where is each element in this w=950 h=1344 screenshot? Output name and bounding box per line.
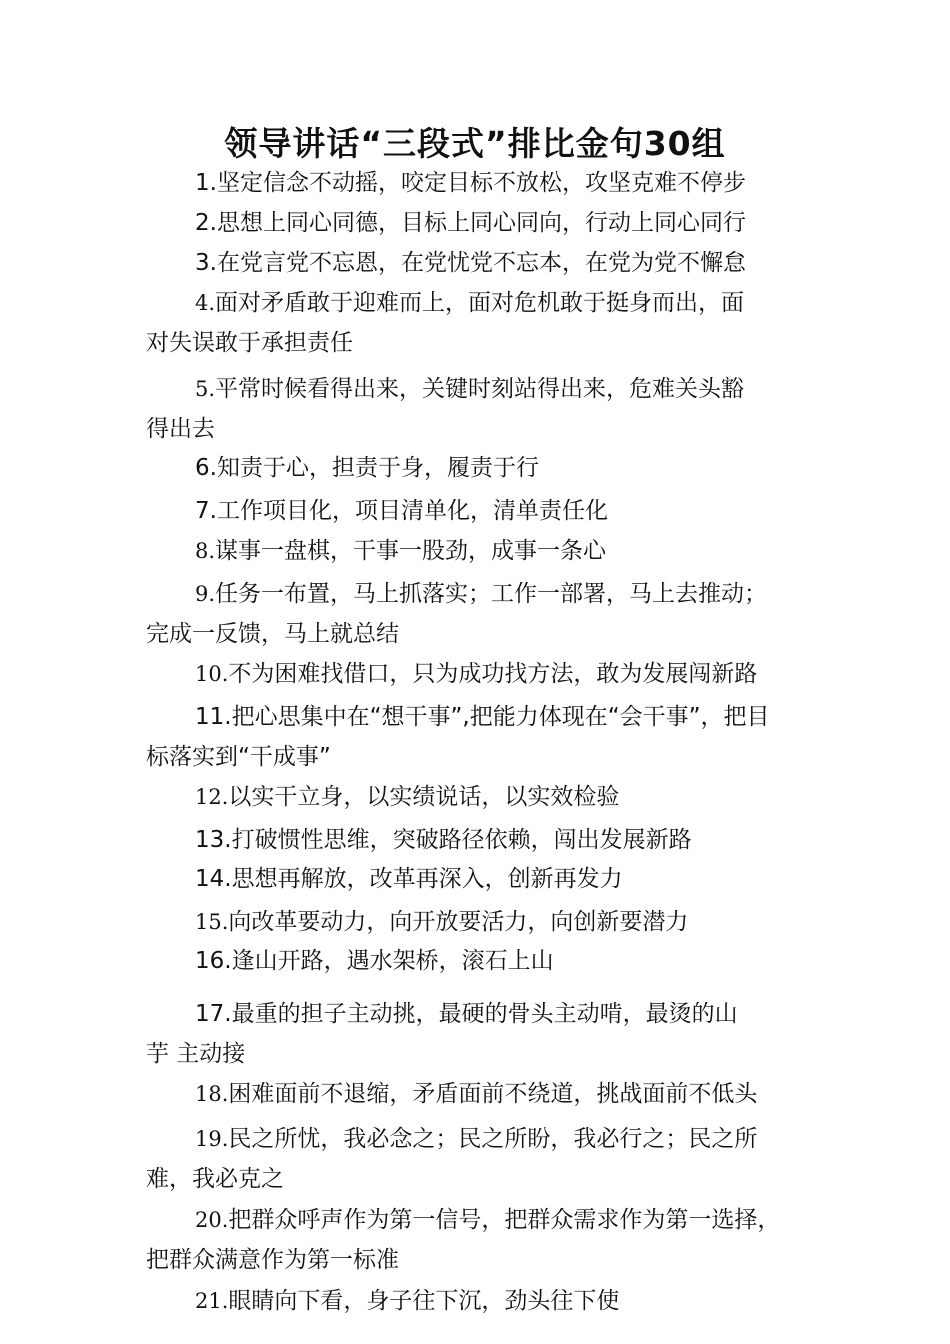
item-text-continued: 把群众满意作为第一标准 <box>146 1247 399 1273</box>
item-text: 1.坚定信念不动摇，咬定目标不放松，攻坚克难不停步 <box>195 170 746 196</box>
list-item <box>146 697 836 777</box>
list-item <box>146 777 836 817</box>
item-text: 11.把心思集中在“想干事”,把能力体现在“会干事”，把目 <box>195 704 770 730</box>
list-item <box>146 574 836 654</box>
item-text: 面对矛盾敢于迎难而上，面对危机敢于挺身而出，面 <box>215 290 745 316</box>
list-item <box>146 1119 836 1199</box>
list-item <box>146 1074 836 1114</box>
item-number: 10. <box>195 662 229 686</box>
list-item <box>146 1281 836 1321</box>
list-item <box>146 531 836 571</box>
list-item <box>146 448 836 488</box>
list-item <box>146 941 836 981</box>
list-item <box>146 820 836 860</box>
list-item <box>146 283 836 363</box>
item-text: 7.工作项目化，项目清单化，清单责任化 <box>195 498 608 524</box>
document-title: 领导讲话“三段式”排比金句30组 <box>224 124 726 163</box>
item-text-continued: 完成一反馈，马上就总结 <box>146 621 399 647</box>
item-number: 15. <box>195 910 229 934</box>
item-number: 8. <box>195 539 216 563</box>
item-number: 21. <box>195 1289 229 1313</box>
item-text: 困难面前不退缩，矛盾面前不绕道，挑战面前不低头 <box>228 1081 758 1107</box>
item-text: 6.知责于心，担责于身，履责于行 <box>195 455 539 481</box>
item-text: 16.逢山开路，遇水架桥，滚石上山 <box>195 948 554 974</box>
item-number: 4. <box>195 291 216 315</box>
item-text: 谋事一盘棋，干事一股劲，成事一条心 <box>215 538 607 564</box>
list-item <box>146 163 836 203</box>
item-text: 14.思想再解放，改革再深入，创新再发力 <box>195 866 623 892</box>
item-text: 不为困难找借口，只为成功找方法，敢为发展闯新路 <box>228 661 758 687</box>
list-item <box>146 654 836 694</box>
item-text: 把群众呼声作为第一信号，把群众需求作为第一选择， <box>228 1207 781 1233</box>
list-item <box>146 491 836 531</box>
list-item <box>146 859 836 899</box>
item-text: 3.在党言党不忘恩，在党忧党不忘本，在党为党不懈怠 <box>195 250 746 276</box>
item-number: 20. <box>195 1208 229 1232</box>
list-item <box>146 243 836 283</box>
item-text-continued: 对失误敢于承担责任 <box>146 330 353 356</box>
list-item <box>146 369 836 449</box>
item-text: 17.最重的担子主动挑，最硬的骨头主动啃，最烫的山 <box>195 1001 738 1027</box>
list-item <box>146 1200 836 1280</box>
item-number: 9. <box>195 582 216 606</box>
item-text: 13.打破惯性思维，突破路径依赖，闯出发展新路 <box>195 827 692 853</box>
item-text: 民之所忧，我必念之；民之所盼，我必行之；民之所 <box>228 1126 758 1152</box>
item-text-continued: 得出去 <box>146 416 215 442</box>
item-text-continued: 芋 主动接 <box>146 1041 246 1067</box>
list-item <box>146 902 836 942</box>
list-item <box>146 203 836 243</box>
item-number: 18. <box>195 1082 229 1106</box>
item-text: 任务一布置，马上抓落实；工作一部署，马上去推动； <box>215 581 768 607</box>
list-item <box>146 994 836 1074</box>
item-text-continued: 难，我必克之 <box>146 1166 284 1192</box>
item-number: 19. <box>195 1127 229 1151</box>
item-text-continued: 标落实到“干成事” <box>146 744 331 770</box>
item-text: 平常时候看得出来，关键时刻站得出来，危难关头豁 <box>215 376 745 402</box>
item-text: 眼睛向下看，身子往下沉，劲头往下使 <box>228 1288 620 1314</box>
item-text: 2.思想上同心同德，目标上同心同向，行动上同心同行 <box>195 210 746 236</box>
item-number: 12. <box>195 785 229 809</box>
item-number: 5. <box>195 377 216 401</box>
item-text: 以实干立身，以实绩说话，以实效检验 <box>228 784 620 810</box>
item-text: 向改革要动力，向开放要活力，向创新要潜力 <box>228 909 689 935</box>
